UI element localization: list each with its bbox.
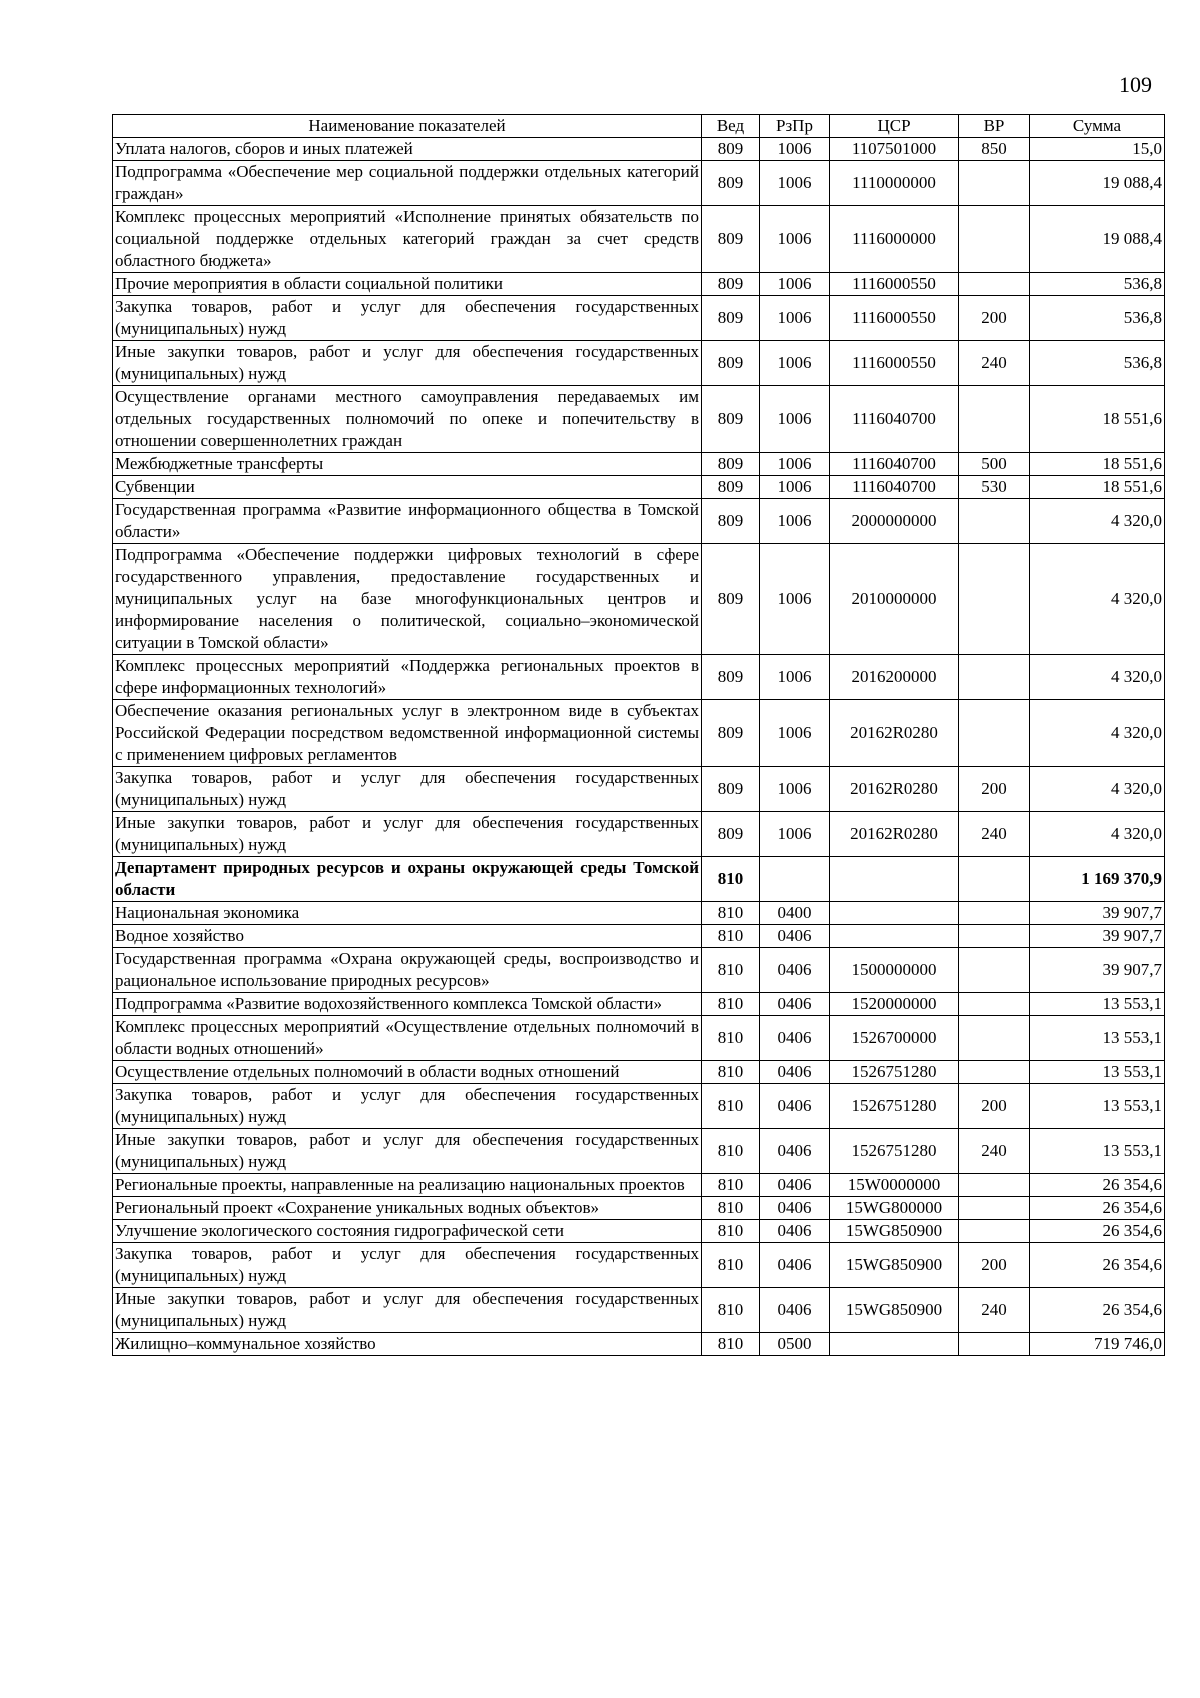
cell-csr: 1526751280 xyxy=(830,1061,959,1084)
cell-rzpr: 0406 xyxy=(760,993,830,1016)
budget-table xyxy=(112,114,1165,1356)
cell-csr: 1116040700 xyxy=(830,453,959,476)
cell-csr: 15WG850900 xyxy=(830,1288,959,1333)
cell-sum: 4 320,0 xyxy=(1030,544,1165,655)
cell-ved: 810 xyxy=(702,857,760,902)
cell-csr: 20162R0280 xyxy=(830,812,959,857)
cell-vr xyxy=(959,948,1030,993)
cell-csr: 1116040700 xyxy=(830,386,959,453)
cell-vr xyxy=(959,206,1030,273)
cell-sum: 536,8 xyxy=(1030,296,1165,341)
table-row xyxy=(113,499,1165,544)
table-row xyxy=(113,1243,1165,1288)
cell-sum: 18 551,6 xyxy=(1030,453,1165,476)
cell-ved: 809 xyxy=(702,700,760,767)
table-row xyxy=(113,993,1165,1016)
cell-sum: 26 354,6 xyxy=(1030,1288,1165,1333)
cell-vr xyxy=(959,857,1030,902)
cell-rzpr: 0406 xyxy=(760,1220,830,1243)
cell-ved: 809 xyxy=(702,138,760,161)
table-row xyxy=(113,767,1165,812)
cell-vr xyxy=(959,993,1030,1016)
cell-vr xyxy=(959,273,1030,296)
header-csr: ЦСР xyxy=(830,115,959,138)
cell-csr: 15WG850900 xyxy=(830,1243,959,1288)
header-vr: ВР xyxy=(959,115,1030,138)
cell-ved: 809 xyxy=(702,767,760,812)
cell-csr: 15WG850900 xyxy=(830,1220,959,1243)
cell-sum: 19 088,4 xyxy=(1030,161,1165,206)
cell-sum: 13 553,1 xyxy=(1030,1061,1165,1084)
cell-csr xyxy=(830,902,959,925)
cell-name: Государственная программа «Охрана окружающей среды, воспроизводство и рациональное использование природных ресурсов» xyxy=(113,948,702,993)
cell-csr xyxy=(830,925,959,948)
cell-csr: 1500000000 xyxy=(830,948,959,993)
table-row xyxy=(113,453,1165,476)
cell-rzpr: 1006 xyxy=(760,499,830,544)
cell-sum: 13 553,1 xyxy=(1030,993,1165,1016)
cell-sum: 18 551,6 xyxy=(1030,476,1165,499)
cell-rzpr: 0406 xyxy=(760,1288,830,1333)
cell-vr: 240 xyxy=(959,1288,1030,1333)
cell-rzpr: 0406 xyxy=(760,948,830,993)
cell-rzpr: 0406 xyxy=(760,1197,830,1220)
cell-name: Иные закупки товаров, работ и услуг для обеспечения государственных (муниципальных) нужд xyxy=(113,1288,702,1333)
header-name: Наименование показателей xyxy=(113,115,702,138)
table-row xyxy=(113,476,1165,499)
cell-sum: 4 320,0 xyxy=(1030,767,1165,812)
cell-csr: 1110000000 xyxy=(830,161,959,206)
cell-ved: 810 xyxy=(702,1174,760,1197)
cell-rzpr: 1006 xyxy=(760,341,830,386)
cell-sum: 13 553,1 xyxy=(1030,1129,1165,1174)
cell-rzpr: 0406 xyxy=(760,1174,830,1197)
cell-ved: 810 xyxy=(702,1016,760,1061)
cell-sum: 13 553,1 xyxy=(1030,1084,1165,1129)
table-row xyxy=(113,700,1165,767)
cell-csr: 1107501000 xyxy=(830,138,959,161)
cell-ved: 810 xyxy=(702,1220,760,1243)
cell-sum: 13 553,1 xyxy=(1030,1016,1165,1061)
cell-csr xyxy=(830,857,959,902)
header-sum: Сумма xyxy=(1030,115,1165,138)
cell-name: Закупка товаров, работ и услуг для обеспечения государственных (муниципальных) нужд xyxy=(113,1084,702,1129)
cell-vr xyxy=(959,1016,1030,1061)
table-row xyxy=(113,902,1165,925)
cell-vr: 240 xyxy=(959,341,1030,386)
cell-sum: 15,0 xyxy=(1030,138,1165,161)
cell-vr: 200 xyxy=(959,1084,1030,1129)
cell-vr xyxy=(959,1197,1030,1220)
cell-vr xyxy=(959,161,1030,206)
cell-ved: 809 xyxy=(702,386,760,453)
cell-name: Субвенции xyxy=(113,476,702,499)
cell-vr xyxy=(959,902,1030,925)
cell-name: Уплата налогов, сборов и иных платежей xyxy=(113,138,702,161)
cell-rzpr: 1006 xyxy=(760,273,830,296)
cell-name: Подпрограмма «Обеспечение мер социальной поддержки отдельных категорий граждан» xyxy=(113,161,702,206)
cell-sum: 4 320,0 xyxy=(1030,499,1165,544)
table-row xyxy=(113,138,1165,161)
cell-vr xyxy=(959,386,1030,453)
cell-sum: 18 551,6 xyxy=(1030,386,1165,453)
cell-csr: 1116000550 xyxy=(830,273,959,296)
cell-name: Комплекс процессных мероприятий «Исполнение принятых обязательств по социальной поддержке отдельных категорий граждан за счет средств областного бюджета» xyxy=(113,206,702,273)
cell-ved: 809 xyxy=(702,499,760,544)
cell-ved: 810 xyxy=(702,1129,760,1174)
cell-ved: 810 xyxy=(702,1333,760,1356)
table-row xyxy=(113,925,1165,948)
cell-name: Подпрограмма «Обеспечение поддержки цифровых технологий в сфере государственного управления, предоставление государственных и муниципальных услуг на базе многофункциональных центров и информирование населения о политической, социально–экономической ситуации в Томской области» xyxy=(113,544,702,655)
cell-csr: 2010000000 xyxy=(830,544,959,655)
table-row xyxy=(113,1016,1165,1061)
cell-vr xyxy=(959,499,1030,544)
cell-ved: 809 xyxy=(702,812,760,857)
cell-rzpr: 0406 xyxy=(760,1061,830,1084)
cell-rzpr: 0406 xyxy=(760,1084,830,1129)
table-row xyxy=(113,206,1165,273)
cell-rzpr: 1006 xyxy=(760,386,830,453)
cell-vr: 530 xyxy=(959,476,1030,499)
cell-rzpr: 0400 xyxy=(760,902,830,925)
cell-vr: 200 xyxy=(959,296,1030,341)
cell-vr: 200 xyxy=(959,1243,1030,1288)
cell-csr: 15WG800000 xyxy=(830,1197,959,1220)
cell-sum: 26 354,6 xyxy=(1030,1197,1165,1220)
cell-vr xyxy=(959,544,1030,655)
cell-name: Осуществление органами местного самоуправления передаваемых им отдельных государственных полномочий по опеке и попечительству в отношении совершеннолетних граждан xyxy=(113,386,702,453)
cell-sum: 26 354,6 xyxy=(1030,1174,1165,1197)
cell-sum: 39 907,7 xyxy=(1030,902,1165,925)
cell-csr: 1116040700 xyxy=(830,476,959,499)
cell-name: Иные закупки товаров, работ и услуг для обеспечения государственных (муниципальных) нужд xyxy=(113,1129,702,1174)
cell-vr: 240 xyxy=(959,1129,1030,1174)
cell-csr xyxy=(830,1333,959,1356)
cell-name: Межбюджетные трансферты xyxy=(113,453,702,476)
cell-sum: 4 320,0 xyxy=(1030,655,1165,700)
cell-name: Осуществление отдельных полномочий в области водных отношений xyxy=(113,1061,702,1084)
cell-csr: 1526751280 xyxy=(830,1129,959,1174)
cell-ved: 809 xyxy=(702,655,760,700)
cell-sum: 536,8 xyxy=(1030,341,1165,386)
cell-name: Закупка товаров, работ и услуг для обеспечения государственных (муниципальных) нужд xyxy=(113,767,702,812)
cell-sum: 19 088,4 xyxy=(1030,206,1165,273)
cell-ved: 809 xyxy=(702,453,760,476)
cell-name: Прочие мероприятия в области социальной политики xyxy=(113,273,702,296)
cell-csr: 1526751280 xyxy=(830,1084,959,1129)
cell-ved: 809 xyxy=(702,206,760,273)
page-number: 109 xyxy=(1119,72,1152,97)
header-rzpr: РзПр xyxy=(760,115,830,138)
table-row xyxy=(113,1220,1165,1243)
cell-vr xyxy=(959,700,1030,767)
cell-ved: 810 xyxy=(702,948,760,993)
cell-rzpr: 0406 xyxy=(760,1243,830,1288)
cell-ved: 810 xyxy=(702,925,760,948)
table-body xyxy=(113,138,1165,1356)
cell-name: Региональные проекты, направленные на реализацию национальных проектов xyxy=(113,1174,702,1197)
cell-csr: 2000000000 xyxy=(830,499,959,544)
cell-name: Подпрограмма «Развитие водохозяйственного комплекса Томской области» xyxy=(113,993,702,1016)
cell-name: Комплекс процессных мероприятий «Осуществление отдельных полномочий в области водных отношений» xyxy=(113,1016,702,1061)
cell-rzpr xyxy=(760,857,830,902)
cell-ved: 810 xyxy=(702,1061,760,1084)
cell-sum: 4 320,0 xyxy=(1030,700,1165,767)
cell-sum: 4 320,0 xyxy=(1030,812,1165,857)
cell-ved: 810 xyxy=(702,902,760,925)
table-header-row xyxy=(113,115,1165,138)
cell-sum: 39 907,7 xyxy=(1030,948,1165,993)
cell-ved: 809 xyxy=(702,273,760,296)
cell-ved: 809 xyxy=(702,161,760,206)
cell-rzpr: 1006 xyxy=(760,700,830,767)
cell-csr: 20162R0280 xyxy=(830,700,959,767)
cell-csr: 15W0000000 xyxy=(830,1174,959,1197)
table-row xyxy=(113,1197,1165,1220)
cell-vr xyxy=(959,925,1030,948)
cell-csr: 1116000000 xyxy=(830,206,959,273)
cell-sum: 1 169 370,9 xyxy=(1030,857,1165,902)
table-row xyxy=(113,1288,1165,1333)
cell-name: Иные закупки товаров, работ и услуг для обеспечения государственных (муниципальных) нужд xyxy=(113,341,702,386)
cell-sum: 39 907,7 xyxy=(1030,925,1165,948)
cell-vr xyxy=(959,1220,1030,1243)
cell-rzpr: 1006 xyxy=(760,138,830,161)
cell-rzpr: 1006 xyxy=(760,296,830,341)
cell-rzpr: 1006 xyxy=(760,544,830,655)
cell-name: Закупка товаров, работ и услуг для обеспечения государственных (муниципальных) нужд xyxy=(113,296,702,341)
cell-name: Водное хозяйство xyxy=(113,925,702,948)
cell-csr: 20162R0280 xyxy=(830,767,959,812)
table-row xyxy=(113,386,1165,453)
cell-name: Комплекс процессных мероприятий «Поддержка региональных проектов в сфере информационных технологий» xyxy=(113,655,702,700)
cell-csr: 1116000550 xyxy=(830,341,959,386)
cell-ved: 809 xyxy=(702,296,760,341)
cell-vr: 200 xyxy=(959,767,1030,812)
cell-vr xyxy=(959,1061,1030,1084)
cell-rzpr: 1006 xyxy=(760,476,830,499)
cell-vr xyxy=(959,655,1030,700)
cell-ved: 810 xyxy=(702,993,760,1016)
cell-vr: 240 xyxy=(959,812,1030,857)
cell-name: Национальная экономика xyxy=(113,902,702,925)
cell-name: Улучшение экологического состояния гидрографической сети xyxy=(113,1220,702,1243)
cell-sum: 536,8 xyxy=(1030,273,1165,296)
table-row xyxy=(113,1129,1165,1174)
cell-name: Региональный проект «Сохранение уникальных водных объектов» xyxy=(113,1197,702,1220)
cell-name: Иные закупки товаров, работ и услуг для обеспечения государственных (муниципальных) нужд xyxy=(113,812,702,857)
cell-vr xyxy=(959,1174,1030,1197)
cell-rzpr: 0406 xyxy=(760,1129,830,1174)
table-row xyxy=(113,161,1165,206)
cell-csr: 1116000550 xyxy=(830,296,959,341)
cell-sum: 26 354,6 xyxy=(1030,1220,1165,1243)
cell-rzpr: 1006 xyxy=(760,206,830,273)
cell-rzpr: 0500 xyxy=(760,1333,830,1356)
cell-ved: 810 xyxy=(702,1084,760,1129)
cell-csr: 1526700000 xyxy=(830,1016,959,1061)
cell-ved: 810 xyxy=(702,1197,760,1220)
cell-sum: 719 746,0 xyxy=(1030,1333,1165,1356)
table-row xyxy=(113,812,1165,857)
table-row xyxy=(113,1084,1165,1129)
table-row xyxy=(113,857,1165,902)
cell-vr: 500 xyxy=(959,453,1030,476)
cell-rzpr: 1006 xyxy=(760,812,830,857)
cell-rzpr: 1006 xyxy=(760,161,830,206)
cell-rzpr: 0406 xyxy=(760,1016,830,1061)
cell-rzpr: 1006 xyxy=(760,767,830,812)
cell-rzpr: 0406 xyxy=(760,925,830,948)
cell-rzpr: 1006 xyxy=(760,655,830,700)
table-row xyxy=(113,655,1165,700)
table-row xyxy=(113,544,1165,655)
cell-name: Департамент природных ресурсов и охраны окружающей среды Томской области xyxy=(113,857,702,902)
cell-name: Закупка товаров, работ и услуг для обеспечения государственных (муниципальных) нужд xyxy=(113,1243,702,1288)
cell-ved: 810 xyxy=(702,1243,760,1288)
cell-sum: 26 354,6 xyxy=(1030,1243,1165,1288)
table-row xyxy=(113,948,1165,993)
cell-ved: 809 xyxy=(702,341,760,386)
cell-name: Государственная программа «Развитие информационного общества в Томской области» xyxy=(113,499,702,544)
cell-csr: 1520000000 xyxy=(830,993,959,1016)
cell-vr: 850 xyxy=(959,138,1030,161)
cell-ved: 809 xyxy=(702,476,760,499)
cell-rzpr: 1006 xyxy=(760,453,830,476)
cell-ved: 809 xyxy=(702,544,760,655)
cell-csr: 2016200000 xyxy=(830,655,959,700)
table-row xyxy=(113,1174,1165,1197)
table-row xyxy=(113,273,1165,296)
cell-name: Обеспечение оказания региональных услуг в электронном виде в субъектах Российской Федерации посредством ведомственной информационной системы с применением цифровых регламентов xyxy=(113,700,702,767)
cell-vr xyxy=(959,1333,1030,1356)
cell-name: Жилищно–коммунальное хозяйство xyxy=(113,1333,702,1356)
table-row xyxy=(113,296,1165,341)
table-row xyxy=(113,341,1165,386)
table-row xyxy=(113,1333,1165,1356)
table-row xyxy=(113,1061,1165,1084)
header-ved: Вед xyxy=(702,115,760,138)
cell-ved: 810 xyxy=(702,1288,760,1333)
